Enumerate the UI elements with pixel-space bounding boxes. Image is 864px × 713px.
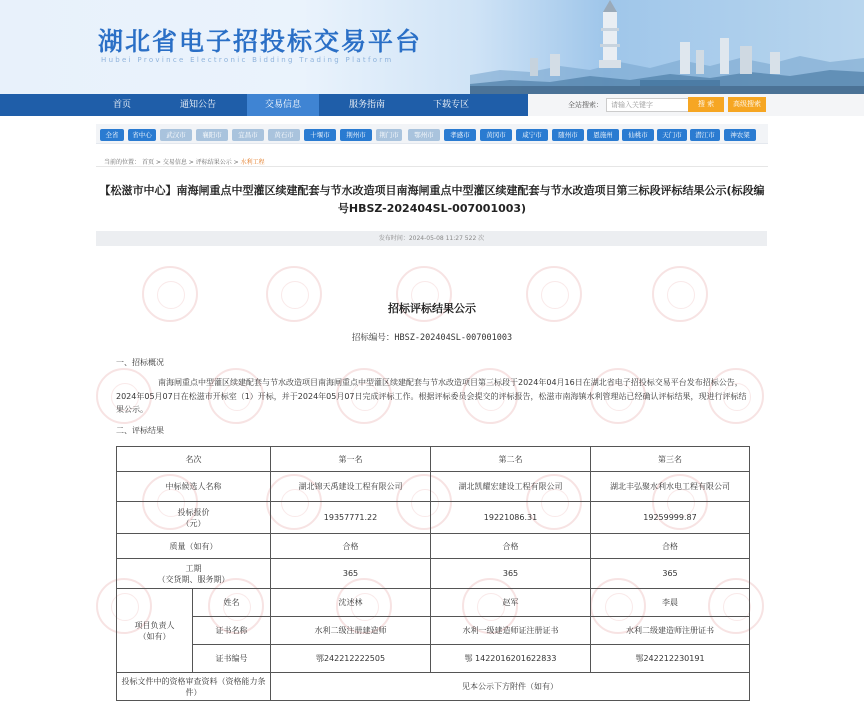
region-tab[interactable]: 省中心: [128, 129, 156, 141]
article-meta: 发布时间：2024-05-08 11:27 522 次: [96, 231, 767, 246]
table-cell: 365: [591, 559, 750, 589]
region-tab[interactable]: 荆州市: [340, 129, 372, 141]
region-tab[interactable]: 恩施州: [587, 129, 619, 141]
region-tab[interactable]: 天门市: [657, 129, 687, 141]
table-cell: 中标候选人名称: [117, 472, 271, 502]
nav-trade-info[interactable]: 交易信息: [247, 94, 319, 116]
table-cell: 365: [431, 559, 591, 589]
breadcrumb-trade-info[interactable]: 交易信息: [162, 159, 187, 166]
region-tab[interactable]: 襄阳市: [196, 129, 228, 141]
breadcrumb-sep: >: [155, 159, 161, 166]
table-cell: 鄂242212222505: [271, 645, 431, 673]
table-cell: 水利二级注册建造师: [271, 617, 431, 645]
breadcrumb-sep: >: [233, 159, 239, 166]
nav-downloads[interactable]: 下载专区: [432, 100, 469, 110]
table-cell: 证书名称: [193, 617, 271, 645]
breadcrumb-result[interactable]: 评标结果公示: [195, 159, 232, 166]
search-button[interactable]: 搜 索: [688, 97, 724, 112]
site-subtitle: Hubei Province Electronic Bidding Trading Platform: [101, 56, 394, 64]
table-cell: 合格: [591, 534, 750, 559]
table-cell: 19259999.87: [591, 502, 750, 534]
table-cell: 水利一级建造师证注册证书: [431, 617, 591, 645]
table-cell: 工期 （交货期、服务期）: [117, 559, 271, 589]
nav-home[interactable]: 首页: [112, 100, 131, 110]
table-row: [117, 447, 750, 472]
breadcrumb-label: 当前的位置：: [104, 159, 141, 166]
table-cell: 名次: [117, 447, 271, 472]
table-cell: 李晨: [591, 589, 750, 617]
table-cell: 365: [271, 559, 431, 589]
doc-paragraph: 南海闸重点中型灌区续建配套与节水改造项目南海闸重点中型灌区续建配套与节水改造项目第三标段于2024年04月16日在湖北省电子招投标交易平台发布招标公告，2024年05月07日在松滋市开标室（1）开标，并于2024年05月07日完成评标工作。根据评标委员会提交的评标报告，松滋市南海镇水利管理站已经确认评标结果，现进行评标结果公示。: [116, 378, 747, 414]
site-title: 湖北省电子招投标交易平台: [98, 27, 423, 56]
table-cell: 鄂 1422016201622833: [431, 645, 591, 673]
doc-title: 招标评标结果公示: [388, 302, 476, 315]
header-banner: [0, 0, 864, 94]
breadcrumb-sep: >: [188, 159, 194, 166]
section-heading: 二、评标结果: [116, 426, 164, 435]
table-row: [117, 645, 750, 673]
table-cell: 证书编号: [193, 645, 271, 673]
table-row: [117, 589, 750, 617]
table-cell: 合格: [271, 534, 431, 559]
table-cell: 姓名: [193, 589, 271, 617]
region-tab[interactable]: 神农架: [724, 129, 756, 141]
region-tab[interactable]: 咸宁市: [516, 129, 548, 141]
table-cell: 第二名: [431, 447, 591, 472]
doc-number: 招标编号：HBSZ-202404SL-007001003: [351, 333, 513, 343]
table-cell: 投标报价 （元）: [117, 502, 271, 534]
region-bar: [96, 124, 768, 144]
nav-notices[interactable]: 通知公告: [179, 100, 216, 110]
breadcrumb: [104, 157, 265, 166]
table-cell: 赵军: [431, 589, 591, 617]
region-tab[interactable]: 荆门市: [376, 129, 402, 141]
table-cell: 投标文件中的资格审查资料（资格能力条件）: [117, 673, 271, 701]
region-tab[interactable]: 潜江市: [690, 129, 720, 141]
table-cell: 第一名: [271, 447, 431, 472]
region-tab[interactable]: 随州市: [552, 129, 584, 141]
table-row: [117, 617, 750, 645]
table-row: [117, 673, 750, 701]
table-row: [117, 472, 750, 502]
article-title: 【松滋市中心】南海闸重点中型灌区续建配套与节水改造项目南海闸重点中型灌区续建配套与节水改造项目第三标段评标结果公示(标段编号HBSZ-202404SL-007001003): [99, 184, 765, 215]
table-row: [117, 502, 750, 534]
section-heading: 一、招标概况: [116, 358, 164, 367]
region-tab[interactable]: 黄冈市: [480, 129, 512, 141]
region-tab[interactable]: 仙桃市: [622, 129, 654, 141]
region-tab[interactable]: 武汉市: [160, 129, 192, 141]
region-tab[interactable]: 黄石市: [268, 129, 300, 141]
region-tab[interactable]: 孝感市: [444, 129, 476, 141]
result-table: [116, 446, 750, 701]
table-cell: 湖北丰弘聚水利水电工程有限公司: [591, 472, 750, 502]
region-tab[interactable]: 鄂州市: [408, 129, 440, 141]
table-cell: 见本公示下方附件（如有）: [271, 673, 750, 701]
table-cell: 质量（如有）: [117, 534, 271, 559]
table-cell: 湖北锦天禹建设工程有限公司: [271, 472, 431, 502]
search-bar: [528, 94, 864, 116]
region-tab[interactable]: 全省: [100, 129, 124, 141]
table-cell: 项目负责人 （如有）: [117, 589, 193, 673]
table-cell: 水利二级建造师注册证书: [591, 617, 750, 645]
search-label: 全站搜索：: [568, 101, 603, 109]
table-cell: 沈述林: [271, 589, 431, 617]
region-tab[interactable]: 十堰市: [304, 129, 336, 141]
nav-service-guide[interactable]: 服务指南: [348, 100, 385, 110]
divider: [96, 166, 768, 167]
region-tab[interactable]: 宜昌市: [232, 129, 264, 141]
table-cell: 19221086.31: [431, 502, 591, 534]
table-cell: 19357771.22: [271, 502, 431, 534]
table-cell: 第三名: [591, 447, 750, 472]
search-input[interactable]: 请输入关键字: [606, 98, 712, 112]
advanced-search-button[interactable]: 高级搜索: [728, 97, 766, 112]
table-cell: 合格: [431, 534, 591, 559]
table-cell: 鄂242212230191: [591, 645, 750, 673]
breadcrumb-home[interactable]: 首页: [141, 159, 154, 166]
table-row: [117, 534, 750, 559]
city-skyline-image: [470, 0, 864, 94]
table-row: [117, 559, 750, 589]
breadcrumb-current[interactable]: 水利工程: [240, 159, 265, 166]
table-cell: 湖北凯耀宏建设工程有限公司: [431, 472, 591, 502]
